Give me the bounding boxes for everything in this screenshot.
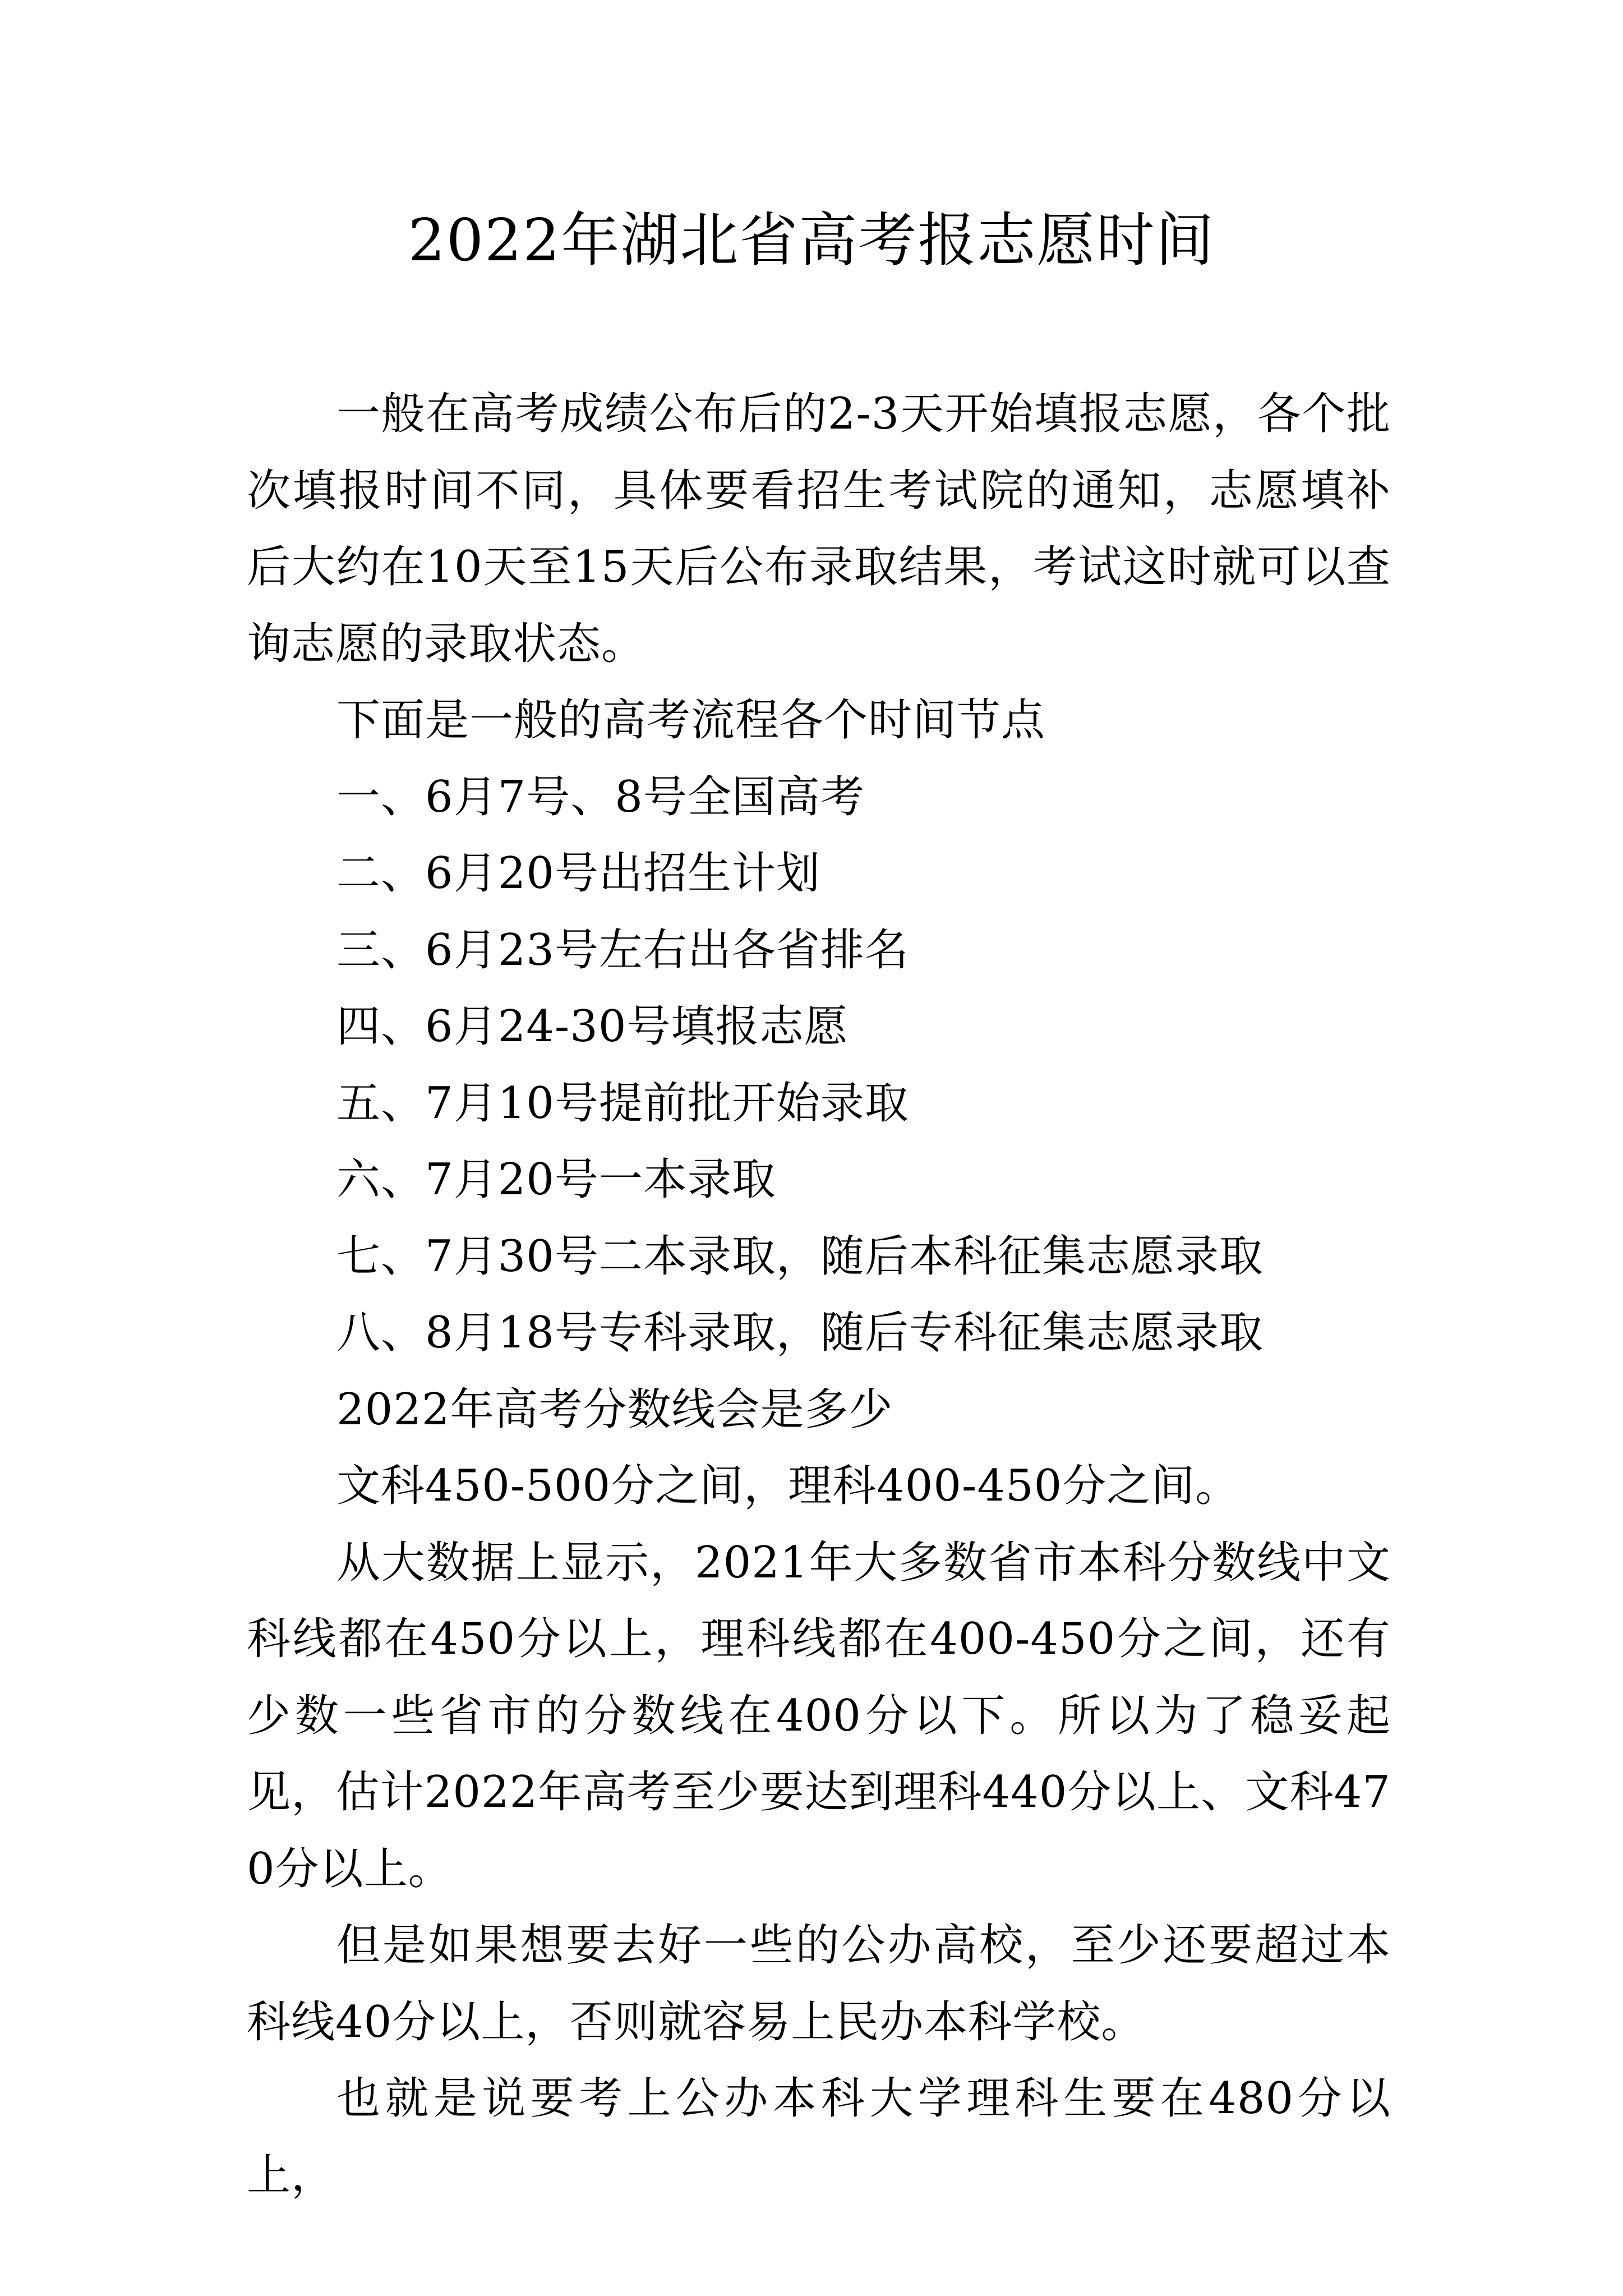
paragraph-score-heading: 2022年高考分数线会是多少 [336, 1384, 893, 1435]
timeline-item-1: 一、6月7号、8号全国高考 [336, 771, 865, 822]
paragraph-timeline-heading: 下面是一般的高考流程各个时间节点 [336, 695, 1046, 746]
document-body [247, 376, 1391, 2214]
paragraph-score-range: 文科450-500分之间，理科400-450分之间。 [336, 1461, 1240, 1511]
paragraph-big-data: 从大数据上显示，2021年大多数省市本科分数线中文科线都在450分以上，理科线都在400-450分之间，还有少数一些省市的分数线在400分以下。所以为了稳妥起见，估计2022年高考至少要达到理科440分以上、文科470分以上。 [247, 1537, 1391, 1894]
timeline-item-7: 七、7月30号二本录取，随后本科征集志愿录取 [336, 1231, 1264, 1282]
paragraph-conclusion: 也就是说要考上公办本科大学理科生要在480分以上， [247, 2073, 1391, 2201]
timeline-item-4: 四、6月24-30号填报志愿 [336, 1001, 849, 1052]
timeline-item-3: 三、6月23号左右出各省排名 [336, 924, 909, 976]
timeline-item-8: 八、8月18号专科录取，随后专科征集志愿录取 [336, 1308, 1264, 1358]
document-title: 2022年湖北省高考报志愿时间 [408, 206, 1215, 274]
timeline-item-2: 二、6月20号出招生计划 [336, 848, 820, 899]
paragraph-intro: 一般在高考成绩公布后的2-3天开始填报志愿，各个批次填报时间不同，具体要看招生考试院的通知，志愿填补后大约在10天至15天后公布录取结果，考试这时就可以查询志愿的录取状态。 [247, 389, 1391, 669]
paragraph-public-school: 但是如果想要去好一些的公办高校，至少还要超过本科线40分以上，否则就容易上民办本科学校。 [247, 1920, 1391, 2047]
timeline-item-5: 五、7月10号提前批开始录取 [336, 1078, 909, 1129]
timeline-item-6: 六、7月20号一本录取 [336, 1154, 776, 1205]
